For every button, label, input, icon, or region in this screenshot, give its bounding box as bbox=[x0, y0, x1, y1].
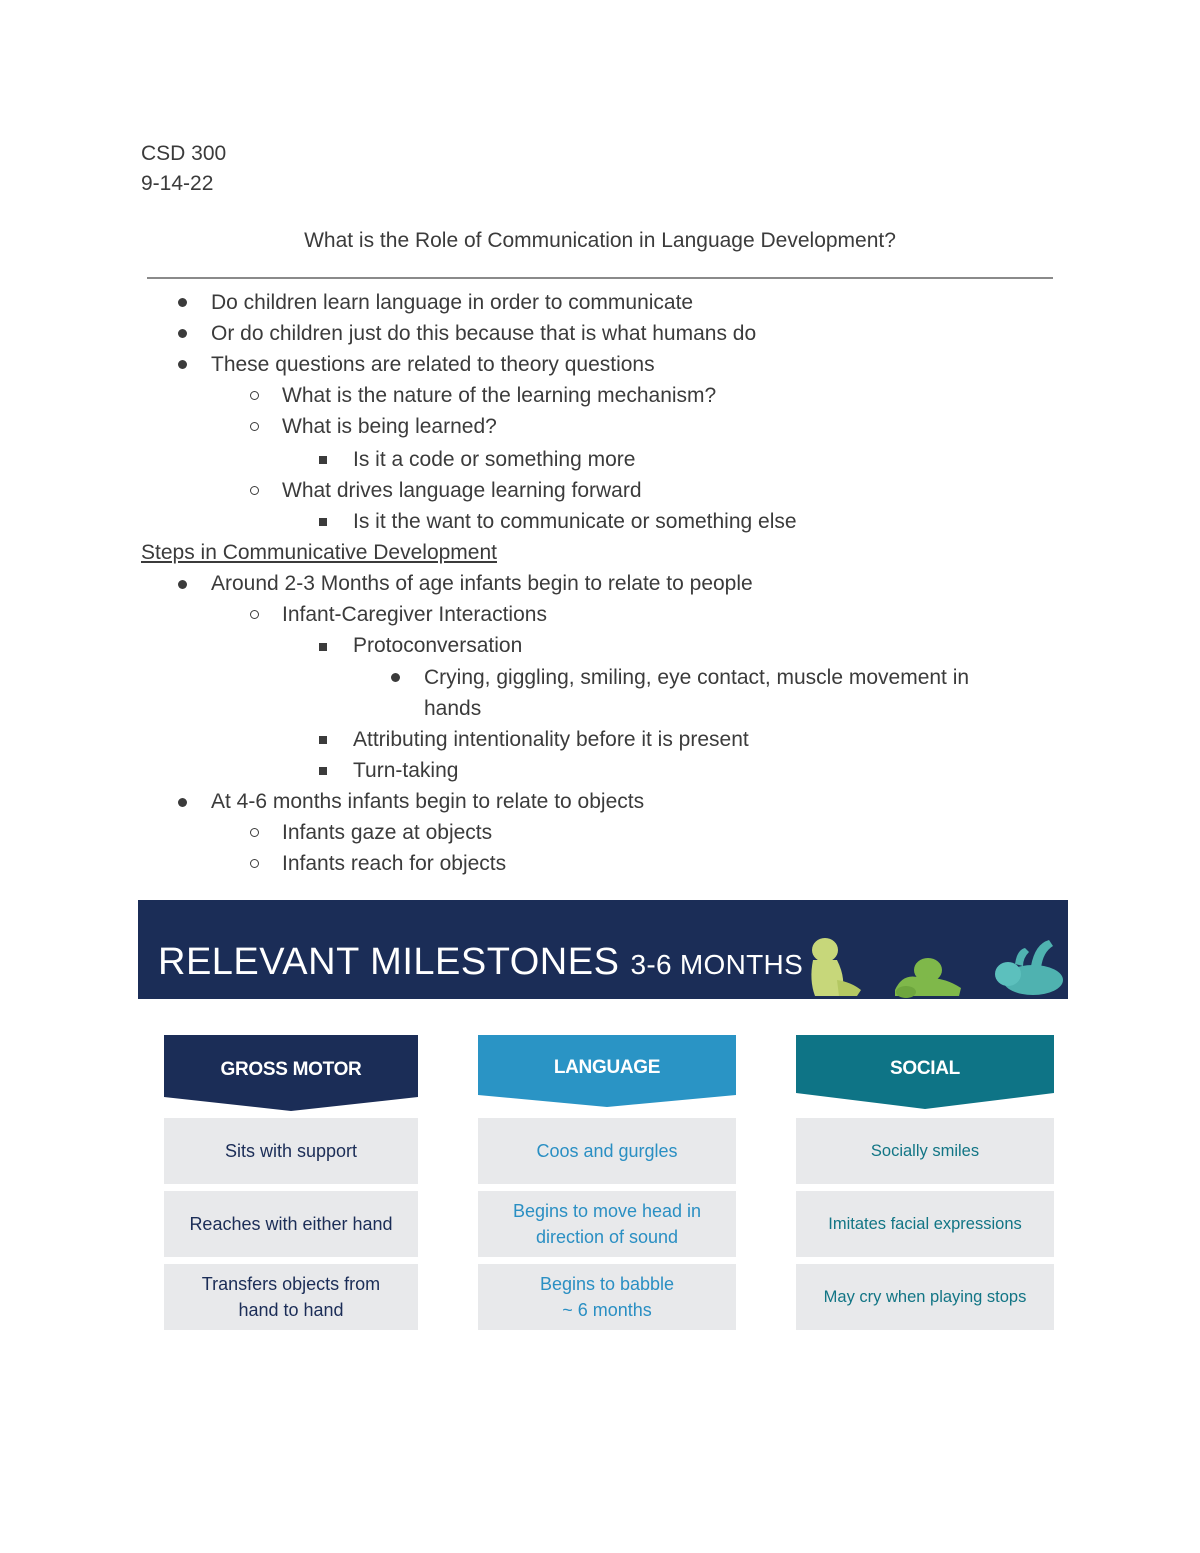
bullet-circle bbox=[250, 610, 259, 619]
note-line: At 4-6 months infants begin to relate to objects bbox=[211, 790, 645, 813]
bullet-dot bbox=[178, 798, 187, 807]
note-line: Or do children just do this because that is what humans do bbox=[211, 322, 757, 345]
bullet-square bbox=[319, 643, 327, 651]
milestone-box: Imitates facial expressions bbox=[796, 1191, 1054, 1257]
banner-title-main: RELEVANT MILESTONES bbox=[158, 941, 620, 983]
note-line: Do children learn language in order to communicate bbox=[211, 291, 694, 314]
milestone-box: Sits with support bbox=[164, 1118, 418, 1184]
note-line: Is it the want to communicate or something else bbox=[353, 510, 797, 533]
bullet-square bbox=[319, 736, 327, 744]
bullet-circle bbox=[250, 486, 259, 495]
note-line: What is the nature of the learning mechanism? bbox=[282, 384, 717, 407]
column-label: GROSS MOTOR bbox=[220, 1059, 362, 1080]
bullet-dot bbox=[391, 673, 400, 682]
note-line: Turn-taking bbox=[353, 759, 459, 782]
column-header-language bbox=[478, 1035, 732, 1111]
milestone-box: Transfers objects from hand to hand bbox=[164, 1264, 418, 1330]
note-line: Infants reach for objects bbox=[282, 852, 507, 875]
bullet-circle bbox=[250, 859, 259, 868]
note-line: What is being learned? bbox=[282, 415, 497, 438]
milestone-box: Reaches with either hand bbox=[164, 1191, 418, 1257]
note-line: What drives language learning forward bbox=[282, 479, 642, 502]
title-divider bbox=[147, 277, 1053, 279]
section-heading: Steps in Communicative Development bbox=[141, 541, 497, 564]
note-date: 9-14-22 bbox=[141, 172, 214, 195]
bullet-dot bbox=[178, 298, 187, 307]
column-header-social bbox=[796, 1035, 1050, 1111]
bullet-square bbox=[319, 518, 327, 526]
note-line: Attributing intentionality before it is present bbox=[353, 728, 749, 751]
bullet-square bbox=[319, 767, 327, 775]
bullet-circle bbox=[250, 828, 259, 837]
milestones-banner bbox=[138, 900, 1068, 999]
baby-illustrations-icon bbox=[803, 930, 1068, 999]
milestone-box: Socially smiles bbox=[796, 1118, 1054, 1184]
bullet-dot bbox=[178, 580, 187, 589]
column-header-gross-motor bbox=[164, 1035, 418, 1111]
milestone-box: Begins to babble ~ 6 months bbox=[478, 1264, 736, 1330]
bullet-dot bbox=[178, 360, 187, 369]
note-line: Infant-Caregiver Interactions bbox=[282, 603, 547, 626]
bullet-circle bbox=[250, 391, 259, 400]
note-line: Crying, giggling, smiling, eye contact, muscle movement in bbox=[424, 666, 970, 689]
banner-title-sub: 3-6 MONTHS bbox=[630, 949, 804, 980]
milestone-box: May cry when playing stops bbox=[796, 1264, 1054, 1330]
column-label: SOCIAL bbox=[890, 1058, 960, 1079]
note-line: Protoconversation bbox=[353, 634, 523, 657]
bullet-square bbox=[319, 456, 327, 464]
note-line: hands bbox=[424, 697, 482, 720]
note-line: Is it a code or something more bbox=[353, 448, 636, 471]
column-label: LANGUAGE bbox=[553, 1057, 661, 1078]
milestone-box: Begins to move head in direction of sound bbox=[478, 1191, 736, 1257]
note-line: Infants gaze at objects bbox=[282, 821, 493, 844]
course-code: CSD 300 bbox=[141, 142, 227, 165]
milestone-box: Coos and gurgles bbox=[478, 1118, 736, 1184]
note-line: These questions are related to theory questions bbox=[211, 353, 655, 376]
note-line: Around 2-3 Months of age infants begin to relate to people bbox=[211, 572, 753, 595]
bullet-dot bbox=[178, 329, 187, 338]
bullet-circle bbox=[250, 422, 259, 431]
banner-title bbox=[158, 940, 803, 987]
page-title: What is the Role of Communication in Language Development? bbox=[304, 229, 896, 252]
